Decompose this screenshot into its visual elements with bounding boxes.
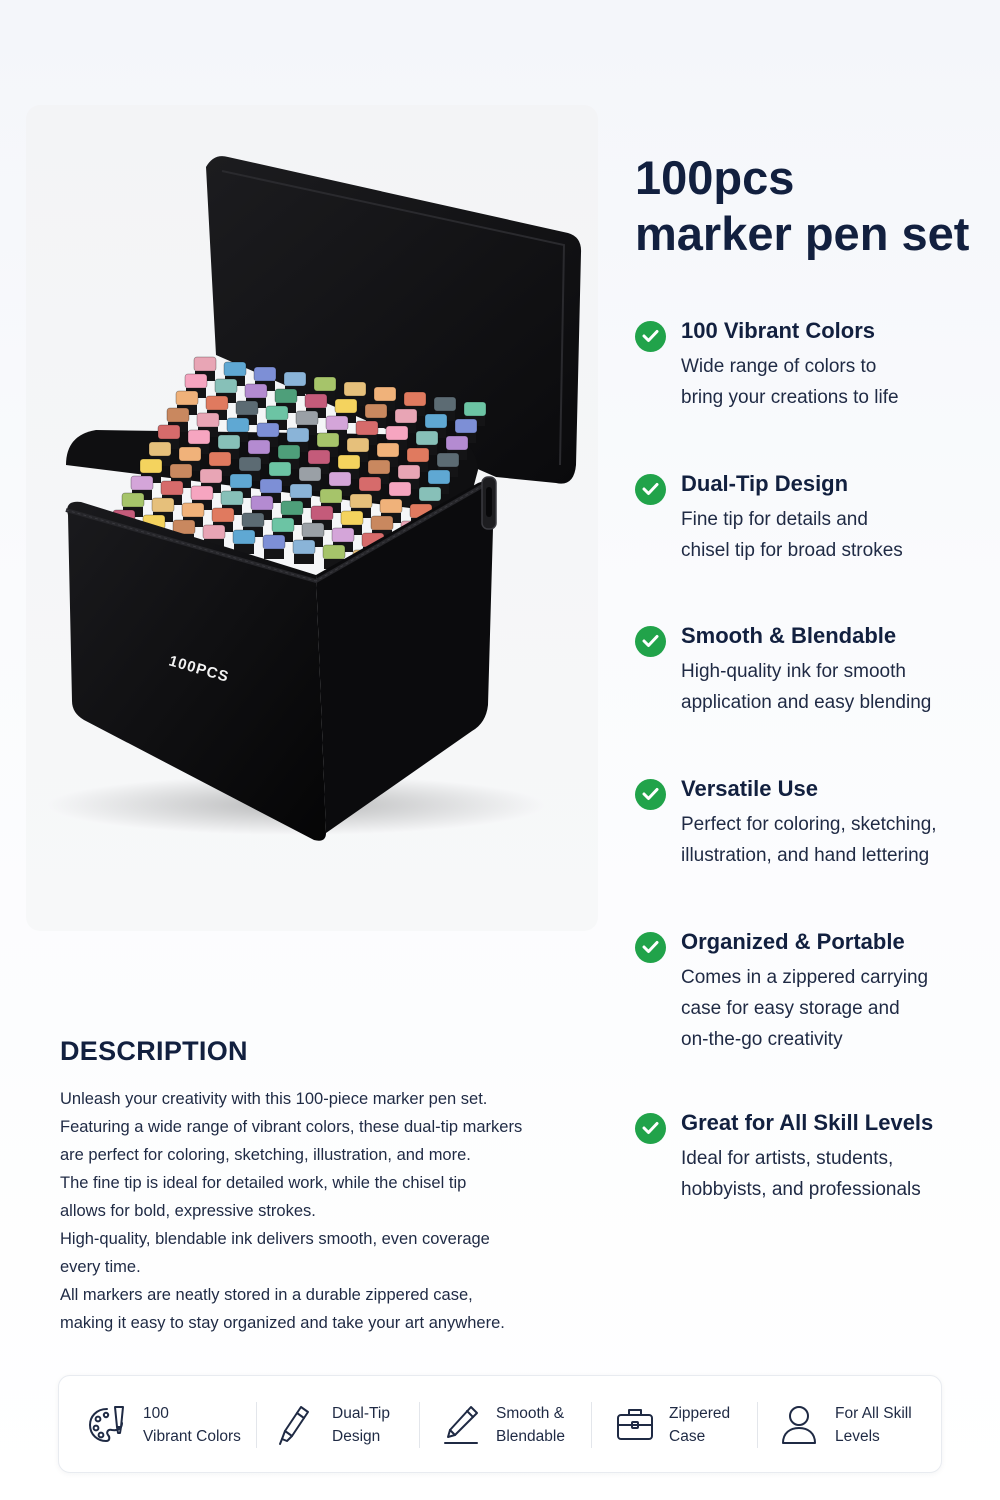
description-body — [60, 1085, 580, 1337]
description-line: allows for bold, expressive strokes. — [60, 1202, 316, 1220]
feature-title: 100 Vibrant Colors — [681, 318, 875, 343]
pen-icon — [441, 1403, 481, 1452]
case-label: 100PCS — [166, 652, 232, 686]
marker-cap — [239, 457, 261, 471]
divider — [419, 1402, 420, 1448]
marker-cap — [245, 384, 267, 398]
marker-cap — [248, 440, 270, 454]
marker-cap — [197, 413, 219, 427]
marker-cap — [437, 453, 459, 467]
marker-cap — [152, 498, 174, 512]
feature-description — [681, 809, 981, 871]
marker-cap — [161, 481, 183, 495]
marker-cap — [176, 391, 198, 405]
marker-cap — [260, 479, 282, 493]
marker-cap — [314, 377, 336, 391]
description-line: Featuring a wide range of vibrant colors, these dual-tip markers — [60, 1118, 523, 1136]
marker-cap — [332, 528, 354, 542]
marker-cap — [308, 450, 330, 464]
marker-cap — [407, 448, 429, 462]
feature-description — [681, 504, 981, 566]
description-line: All markers are neatly stored in a durable zippered case, — [60, 1286, 473, 1304]
badge-label — [496, 1402, 565, 1448]
badge-label-line: Vibrant Colors — [143, 1428, 241, 1445]
marker-cap — [386, 426, 408, 440]
marker-cap — [428, 470, 450, 484]
marker-cap — [278, 445, 300, 459]
badge-label — [332, 1402, 390, 1448]
check-icon — [635, 474, 666, 505]
marker-cap — [329, 472, 351, 486]
marker-cap — [131, 476, 153, 490]
marker-cap — [425, 414, 447, 428]
badge-label — [143, 1402, 241, 1448]
feature-description — [681, 656, 981, 718]
marker-cap — [236, 401, 258, 415]
feature-desc-line: High-quality ink for smooth — [681, 661, 906, 682]
feature-desc-line: on-the-go creativity — [681, 1029, 843, 1050]
badge-label-line: For All Skill — [835, 1405, 912, 1422]
marker-cap — [341, 511, 363, 525]
feature-desc-line: hobbyists, and professionals — [681, 1179, 921, 1200]
marker-cap — [293, 540, 315, 554]
feature-description — [681, 351, 981, 413]
marker-cap — [380, 499, 402, 513]
feature-desc-line: Perfect for coloring, sketching, — [681, 814, 937, 835]
check-icon — [635, 932, 666, 963]
feature-desc-line: Comes in a zippered carrying — [681, 967, 929, 988]
badge-label-line: Dual-Tip — [332, 1405, 390, 1422]
marker-cap — [224, 362, 246, 376]
feature-description — [681, 1143, 981, 1205]
marker-cap — [323, 545, 345, 559]
feature-desc-line: case for easy storage and — [681, 998, 900, 1019]
badge-label — [669, 1402, 730, 1448]
marker-cap — [317, 433, 339, 447]
marker-cap — [377, 443, 399, 457]
marker-cap — [359, 477, 381, 491]
check-icon — [635, 1113, 666, 1144]
feature-description — [681, 962, 981, 1055]
marker-cap — [305, 394, 327, 408]
feature-desc-line: illustration, and hand lettering — [681, 845, 930, 866]
description-heading: DESCRIPTION — [60, 1036, 248, 1066]
marker-cap — [191, 486, 213, 500]
feature-title: Dual-Tip Design — [681, 471, 849, 496]
marker-cap — [179, 447, 201, 461]
marker-cap — [209, 452, 231, 466]
marker-cap — [140, 459, 162, 473]
marker-body — [294, 554, 314, 564]
feature-title: Great for All Skill Levels — [681, 1110, 934, 1135]
badge-label-line: 100 — [143, 1405, 169, 1422]
marker-body — [264, 549, 284, 559]
marker-cap — [188, 430, 210, 444]
marker-cap — [263, 535, 285, 549]
marker-cap — [206, 396, 228, 410]
marker-cap — [233, 530, 255, 544]
description-line: making it easy to stay organized and take your art anywhere. — [60, 1314, 505, 1332]
marker-cap — [335, 399, 357, 413]
marker-cap — [287, 428, 309, 442]
marker-cap — [419, 487, 441, 501]
title-line-1: 100pcs — [635, 151, 795, 204]
feature-title: Organized & Portable — [681, 929, 905, 954]
marker-cap — [215, 379, 237, 393]
marker-cap — [398, 465, 420, 479]
marker-cap — [365, 404, 387, 418]
marker-cap — [218, 435, 240, 449]
marker-cap — [281, 501, 303, 515]
divider — [591, 1402, 592, 1448]
feature-desc-line: bring your creations to life — [681, 387, 899, 408]
badge-label-line: Design — [332, 1428, 381, 1445]
marker-cap — [230, 474, 252, 488]
marker-cap — [194, 357, 216, 371]
marker-cap — [170, 464, 192, 478]
marker-cap — [356, 421, 378, 435]
feature-desc-line: application and easy blending — [681, 692, 932, 713]
feature-desc-line: Wide range of colors to — [681, 356, 877, 377]
marker-cap — [284, 372, 306, 386]
marker-cap — [221, 491, 243, 505]
feature-title: Versatile Use — [681, 776, 818, 801]
marker-cap — [371, 516, 393, 530]
marker-cap — [347, 438, 369, 452]
marker-cap — [182, 503, 204, 517]
marker-cap — [434, 397, 456, 411]
marker-cap — [290, 484, 312, 498]
marker-cap — [338, 455, 360, 469]
description-line: Unleash your creativity with this 100-piece marker pen set. — [60, 1090, 488, 1108]
feature-badges-bar — [58, 1375, 942, 1473]
marker-cap — [326, 416, 348, 430]
marker-cap — [350, 494, 372, 508]
marker-cap — [446, 436, 468, 450]
marker-cap — [299, 467, 321, 481]
marker-cap — [296, 411, 318, 425]
marker-cap — [320, 489, 342, 503]
marker-cap — [200, 469, 222, 483]
marker-cap — [266, 406, 288, 420]
marker-cap — [158, 425, 180, 439]
badge-label-line: Case — [669, 1428, 706, 1445]
marker-cap — [185, 374, 207, 388]
user-icon — [779, 1403, 819, 1452]
marker-cap — [344, 382, 366, 396]
marker-cap — [374, 387, 396, 401]
marker-cap — [122, 493, 144, 507]
description-line: are perfect for coloring, sketching, illustration, and more. — [60, 1146, 471, 1164]
marker-cap — [269, 462, 291, 476]
marker-cap — [464, 402, 486, 416]
marker-cap — [404, 392, 426, 406]
marker-cap — [272, 518, 294, 532]
divider — [256, 1402, 257, 1448]
marker-cap — [257, 423, 279, 437]
marker-cap — [149, 442, 171, 456]
page-title — [635, 150, 995, 262]
product-image — [26, 105, 598, 931]
marker-icon — [275, 1403, 315, 1452]
description-line: High-quality, blendable ink delivers smooth, even coverage — [60, 1230, 490, 1248]
marker-cap — [203, 525, 225, 539]
marker-cap — [302, 523, 324, 537]
briefcase-icon — [615, 1403, 655, 1452]
marker-cap — [389, 482, 411, 496]
badge-label — [835, 1402, 912, 1448]
feature-desc-line: chisel tip for broad strokes — [681, 540, 903, 561]
feature-desc-line: Fine tip for details and — [681, 509, 868, 530]
description-line: every time. — [60, 1258, 141, 1276]
marker-cap — [251, 496, 273, 510]
marker-cap — [167, 408, 189, 422]
marker-cap — [368, 460, 390, 474]
marker-cap — [455, 419, 477, 433]
marker-cap — [311, 506, 333, 520]
marker-cap — [242, 513, 264, 527]
badge-label-line: Blendable — [496, 1428, 565, 1445]
marker-cap — [254, 367, 276, 381]
divider — [757, 1402, 758, 1448]
description-line: The fine tip is ideal for detailed work, while the chisel tip — [60, 1174, 467, 1192]
palette-icon — [87, 1403, 127, 1450]
marker-cap — [275, 389, 297, 403]
marker-cap — [212, 508, 234, 522]
badge-label-line: Zippered — [669, 1405, 731, 1422]
title-line-2: marker pen set — [635, 207, 970, 260]
check-icon — [635, 321, 666, 352]
feature-title: Smooth & Blendable — [681, 623, 897, 648]
check-icon — [635, 779, 666, 810]
marker-cap — [416, 431, 438, 445]
badge-label-line: Smooth & — [496, 1405, 565, 1422]
marker-cap — [395, 409, 417, 423]
badge-label-line: Levels — [835, 1428, 880, 1445]
marker-cap — [227, 418, 249, 432]
check-icon — [635, 626, 666, 657]
feature-desc-line: Ideal for artists, students, — [681, 1148, 894, 1169]
